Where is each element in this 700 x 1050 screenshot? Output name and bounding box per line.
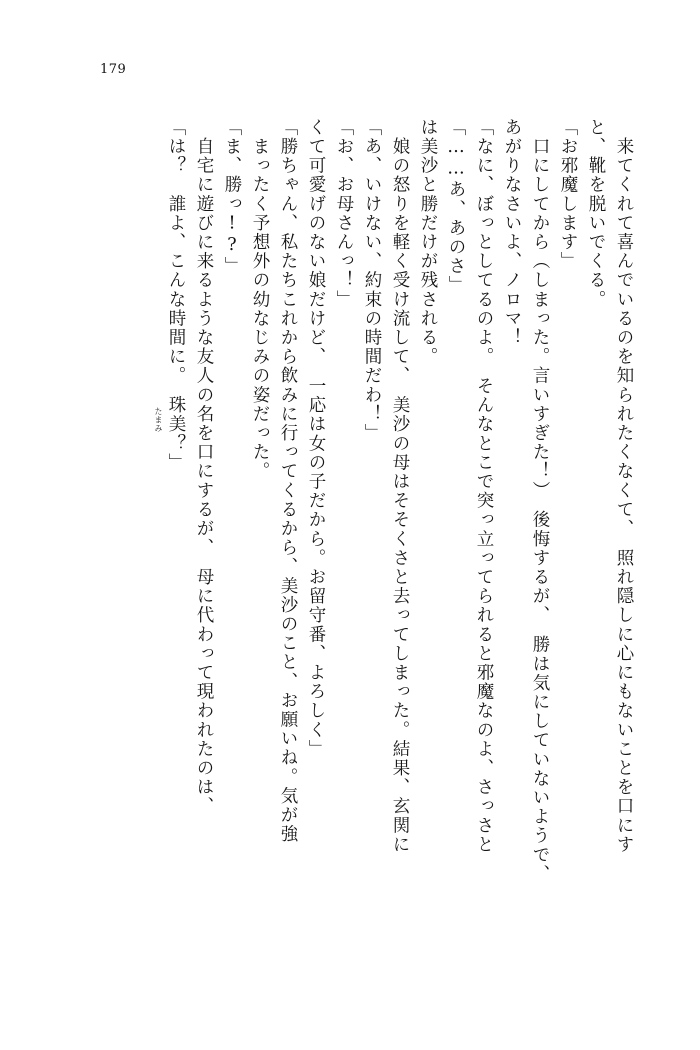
text-line: と、靴を脱いでくる。 — [586, 118, 606, 309]
text-line: くて可愛げのない娘だけど、 一応は女の子だから。お留守番、よろしく」 — [306, 118, 326, 759]
text-line: 「……あ、あのさ」 — [446, 118, 466, 295]
text-line: 娘の怒りを軽く受け流して、 美沙の母はそそくさと去ってしまった。結果、玄関に — [390, 118, 410, 855]
text-line: 口にしてから（しまった。言いすぎた！） 後悔するが、 勝は気にしていないようで、 — [530, 118, 550, 884]
text-line: 「あ、いけない、約束の時間だわ！」 — [362, 118, 382, 443]
ruby-annotation: たまみ — [154, 406, 163, 432]
text-line: 「お邪魔します」 — [558, 118, 578, 271]
page-number: 179 — [100, 62, 127, 77]
text-line: 「ま、勝っ!?」 — [222, 118, 242, 276]
vertical-text-block — [156, 118, 632, 973]
text-line: 「お、お母さんっ！」 — [334, 118, 354, 309]
text-line: 「勝ちゃん、私たちこれから飲みに行ってくるから、美沙のこと、お願いね。気が強 — [278, 118, 298, 844]
text-line: まったく予想外の幼なじみの姿だった。 — [250, 118, 270, 481]
text-line: 「は？ 誰よ、こんな時間に。 珠美？」 たまみ — [154, 118, 186, 473]
text-line: あがりなさいよ、ノロマ！ — [502, 118, 522, 348]
text-line: 「なに、ぼっとしてるのよ。 そんなとこで突っ立ってられると邪魔なのよ、さっさと — [474, 118, 494, 855]
text-line: 来てくれて喜んでいるのを知られたくなくて、 照れ隠しに心にもないことを口にす — [614, 118, 634, 855]
text-line: 自宅に遊びに来るような友人の名を口にするが、 母に代わって現われたのは、 — [194, 118, 214, 816]
text-line: は美沙と勝だけが残される。 — [418, 118, 438, 367]
